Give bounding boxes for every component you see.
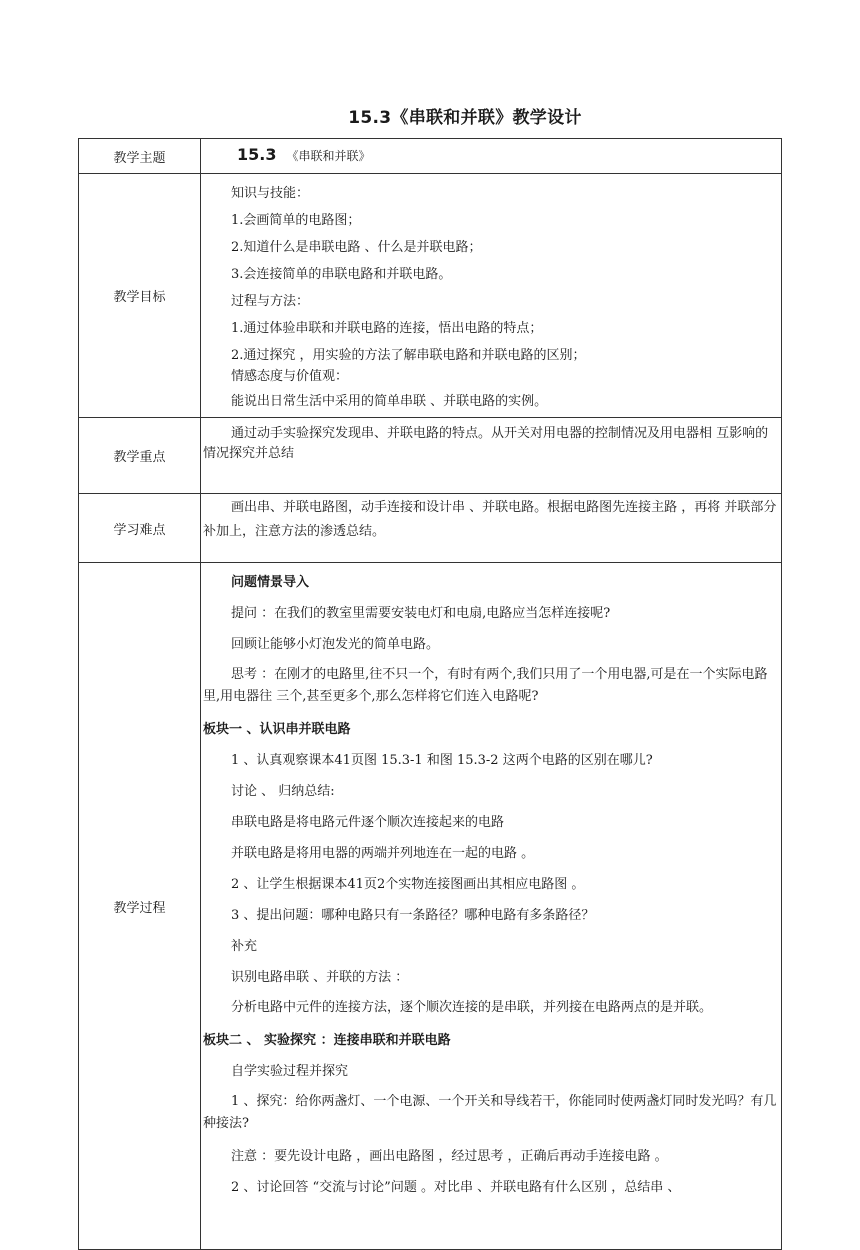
label-goals: 教学目标 <box>79 174 201 418</box>
block1-series-def: 串联电路是将电路元件逐个顺次连接起来的电路 <box>231 815 505 830</box>
topic-name: 《串联和并联》 <box>286 149 371 163</box>
block2-title: 板块二 、 实验探究 ：连接串联和并联电路 <box>203 1033 451 1048</box>
block1-method: 识别电路串联 、并联的方法 ： <box>231 970 409 985</box>
block1-parallel-def: 并联电路是将用电器的两端并列地连在一起的电路 。 <box>231 846 535 861</box>
focus-cell <box>201 418 782 494</box>
goal-line: 2.知道什么是串联电路 、什么是并联电路； <box>231 240 482 255</box>
goals-cell <box>201 174 782 418</box>
block1-item-1: 1 、认真观察课本41页图 15.3-1 和图 15.3-2 这两个电路的区别在哪儿? <box>231 753 653 768</box>
intro-question: 提问 ：在我们的教室里需要安装电灯和电扇,电路应当怎样连接呢? <box>231 606 611 621</box>
goal-line: 知识与技能： <box>231 186 310 201</box>
block2-self-study: 自学实验过程并探究 <box>231 1064 349 1079</box>
goal-line: 2.通过探究 ，用实验的方法了解串联电路和并联电路的区别； <box>231 348 586 363</box>
table-row-difficulty <box>79 494 782 563</box>
table-row-process <box>79 563 782 1250</box>
label-focus: 教学重点 <box>79 418 201 494</box>
block2-item-2: 2 、讨论回答 “交流与讨论”问题 。对比串 、并联电路有什么区别 ，总结串 、 <box>231 1180 681 1195</box>
block1-item-3: 3 、提出问题：哪种电路只有一条路径？哪种电路有多条路径？ <box>231 908 595 923</box>
intro-think: 思考 ：在刚才的电路里,往不只一个，有时有两个,我们只用了一个用电器,可是在一个实际电路里,用电器往 三个,甚至更多个,那么怎样将它们连入电路呢? <box>203 667 768 704</box>
goal-line: 情感态度与价值观： <box>231 369 349 384</box>
focus-text: 通过动手实验探究发现串、并联电路的特点。从开关对用电器的控制情况及用电器相 互影响的情况探究并总结 <box>203 426 769 461</box>
goal-line: 能说出日常生活中采用的简单串联 、并联电路的实例。 <box>231 394 548 409</box>
block1-discuss: 讨论 、 归纳总结: <box>231 784 335 799</box>
intro-title: 问题情景导入 <box>231 575 310 590</box>
label-process: 教学过程 <box>79 563 201 1250</box>
table-row-topic <box>79 139 782 174</box>
block1-item-2: 2 、让学生根据课本41页2个实物连接图画出其相应电路图 。 <box>231 877 585 892</box>
block1-title: 板块一 、认识串并联电路 <box>203 722 351 737</box>
difficulty-text: 画出串、并联电路图，动手连接和设计串 、并联电路。根据电路图先连接主路 ，再将 并联部分补加上，注意方法的渗透总结。 <box>203 500 777 539</box>
label-topic: 教学主题 <box>79 139 201 174</box>
goal-line: 1.通过体验串联和并联电路的连接，悟出电路的特点； <box>231 321 543 336</box>
topic-number: 15.3 <box>237 145 277 164</box>
goal-line: 3.会连接简单的串联电路和并联电路。 <box>231 267 452 282</box>
difficulty-cell <box>201 494 782 563</box>
block1-supplement: 补充 <box>231 939 258 954</box>
block2-item-1: 1 、探究：给你两盏灯、一个电源、一个开关和导线若干，你能同时使两盏灯同时发光吗？有几种接法? <box>203 1094 777 1131</box>
process-cell <box>201 563 782 1250</box>
block1-analysis: 分析电路中元件的连接方法，逐个顺次连接的是串联，并列接在电路两点的是并联。 <box>231 1000 713 1015</box>
goal-line: 过程与方法： <box>231 294 310 309</box>
label-difficulty: 学习难点 <box>79 494 201 563</box>
intro-review: 回顾让能够小灯泡发光的简单电路。 <box>231 637 440 652</box>
page-title: 15.3《串联和并联》教学设计 <box>348 108 582 128</box>
lesson-plan-table <box>78 138 782 1250</box>
topic-cell <box>201 139 782 174</box>
goal-line: 1.会画简单的电路图； <box>231 213 361 228</box>
block2-note: 注意 ：要先设计电路 ，画出电路图 ，经过思考 ，正确后再动手连接电路 。 <box>231 1149 668 1164</box>
table-row-focus <box>79 418 782 494</box>
table-row-goals <box>79 174 782 418</box>
